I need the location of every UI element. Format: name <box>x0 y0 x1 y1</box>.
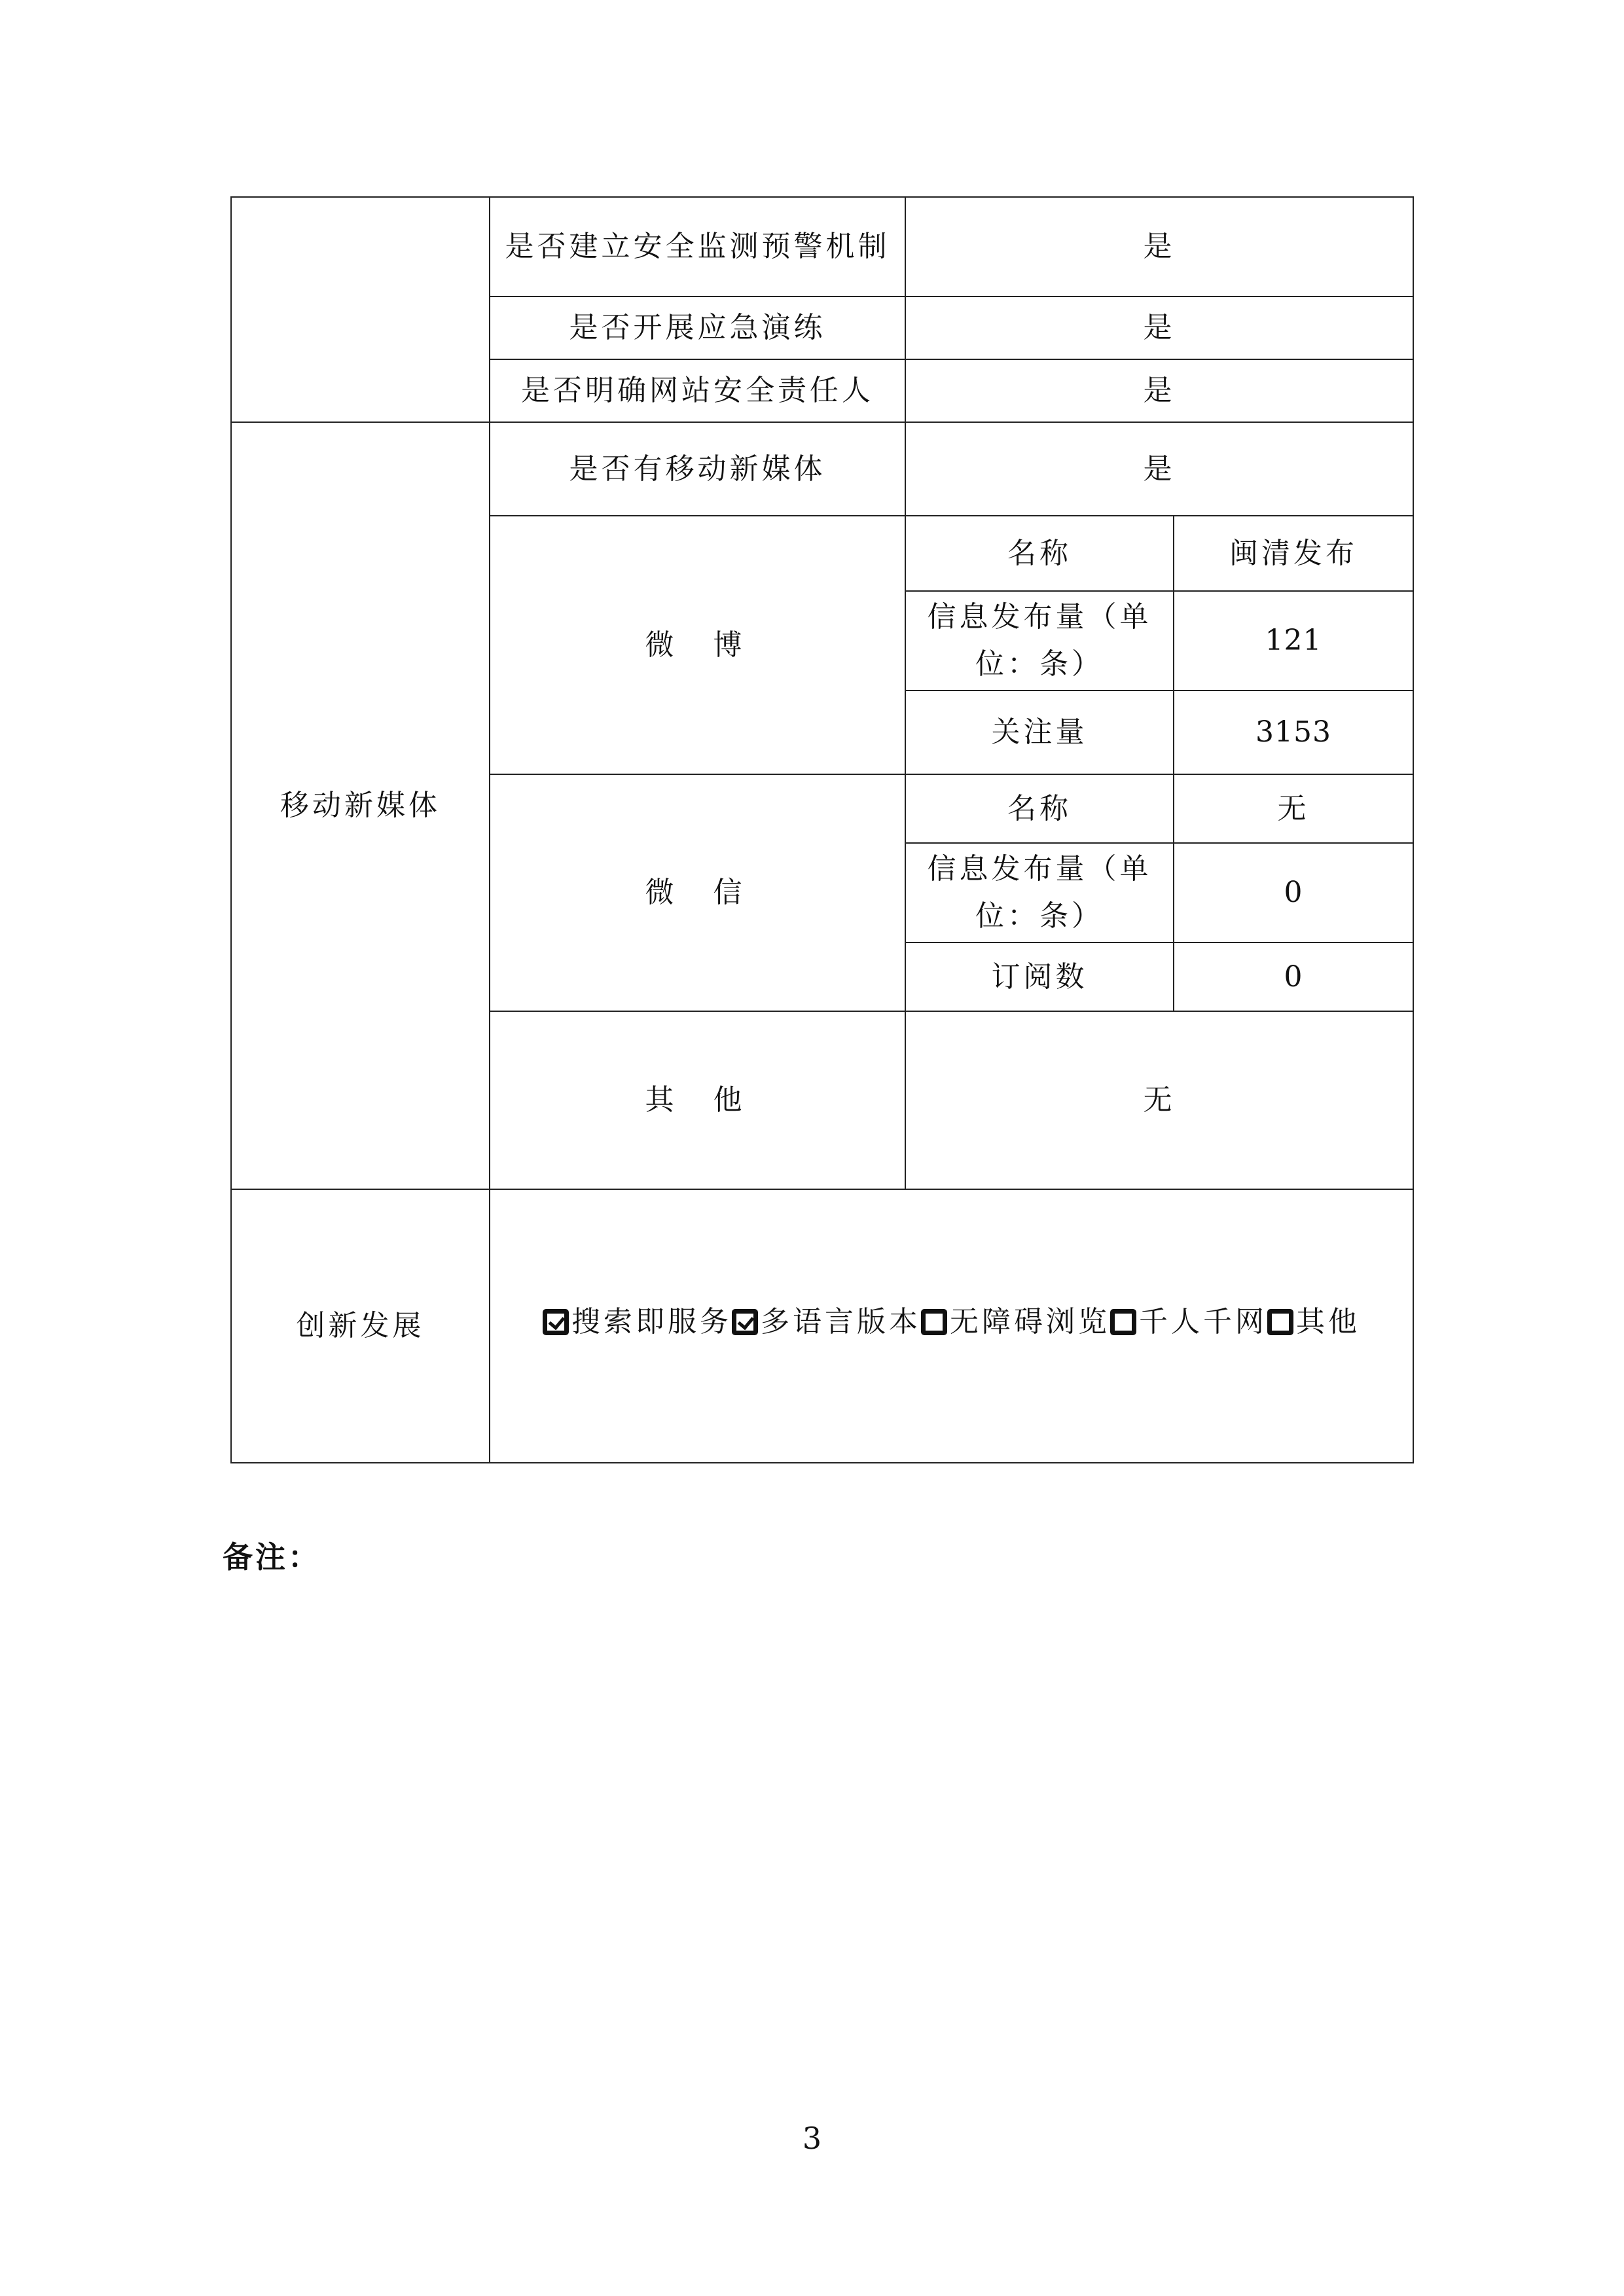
page-number: 3 <box>802 2121 822 2156</box>
wechat-posts-value: 0 <box>1174 843 1413 942</box>
innovation-label: 创新发展 <box>231 1189 490 1463</box>
innovation-option-label: 搜索即服务 <box>571 1305 732 1338</box>
innovation-option <box>543 1299 732 1346</box>
weibo-posts-label: 信息发布量（单位：条） <box>905 591 1174 691</box>
checked-checkbox-icon <box>732 1309 758 1335</box>
new-media-section-label: 移动新媒体 <box>231 422 490 1189</box>
weibo-posts-value: 121 <box>1174 591 1413 691</box>
weibo-followers-label: 关注量 <box>905 691 1174 774</box>
security-section-cell <box>231 197 490 422</box>
checked-checkbox-icon <box>543 1309 569 1335</box>
drill-value: 是 <box>905 296 1413 359</box>
unchecked-checkbox-icon <box>1110 1309 1136 1335</box>
drill-label: 是否开展应急演练 <box>490 296 905 359</box>
has-media-label: 是否有移动新媒体 <box>490 422 905 516</box>
unchecked-checkbox-icon <box>921 1309 947 1335</box>
unchecked-checkbox-icon <box>1267 1309 1293 1335</box>
wechat-name-label: 名称 <box>905 774 1174 843</box>
other-media-value: 无 <box>905 1011 1413 1189</box>
wechat-subscribers-label: 订阅数 <box>905 942 1174 1011</box>
innovation-option-label: 多语言版本 <box>761 1305 921 1338</box>
innovation-option-label: 无障碍浏览 <box>950 1305 1110 1338</box>
innovation-options-cell <box>490 1189 1413 1463</box>
table-row <box>231 422 1413 516</box>
other-media-label: 其他 <box>490 1011 905 1189</box>
wechat-name-value: 无 <box>1174 774 1413 843</box>
innovation-option-label: 其他 <box>1296 1305 1360 1338</box>
weibo-label: 微博 <box>490 516 905 774</box>
innovation-option <box>732 1299 921 1346</box>
has-media-value: 是 <box>905 422 1413 516</box>
security-officer-value: 是 <box>905 359 1413 422</box>
wechat-subscribers-value: 0 <box>1174 942 1413 1011</box>
innovation-option <box>1110 1299 1267 1346</box>
table-row <box>231 197 1413 296</box>
wechat-posts-label: 信息发布量（单位：条） <box>905 843 1174 942</box>
innovation-options <box>543 1299 1360 1346</box>
innovation-option <box>921 1299 1110 1346</box>
table-row <box>231 1189 1413 1463</box>
wechat-label: 微信 <box>490 774 905 1011</box>
monitoring-label: 是否建立安全监测预警机制 <box>490 197 905 296</box>
notes-label: 备注： <box>223 1539 321 1575</box>
weibo-name-label: 名称 <box>905 516 1174 591</box>
security-officer-label: 是否明确网站安全责任人 <box>490 359 905 422</box>
report-table <box>230 196 1414 1463</box>
innovation-option <box>1267 1299 1360 1346</box>
weibo-followers-value: 3153 <box>1174 691 1413 774</box>
innovation-option-label: 千人千网 <box>1139 1305 1267 1338</box>
weibo-name-value: 闽清发布 <box>1174 516 1413 591</box>
monitoring-value: 是 <box>905 197 1413 296</box>
